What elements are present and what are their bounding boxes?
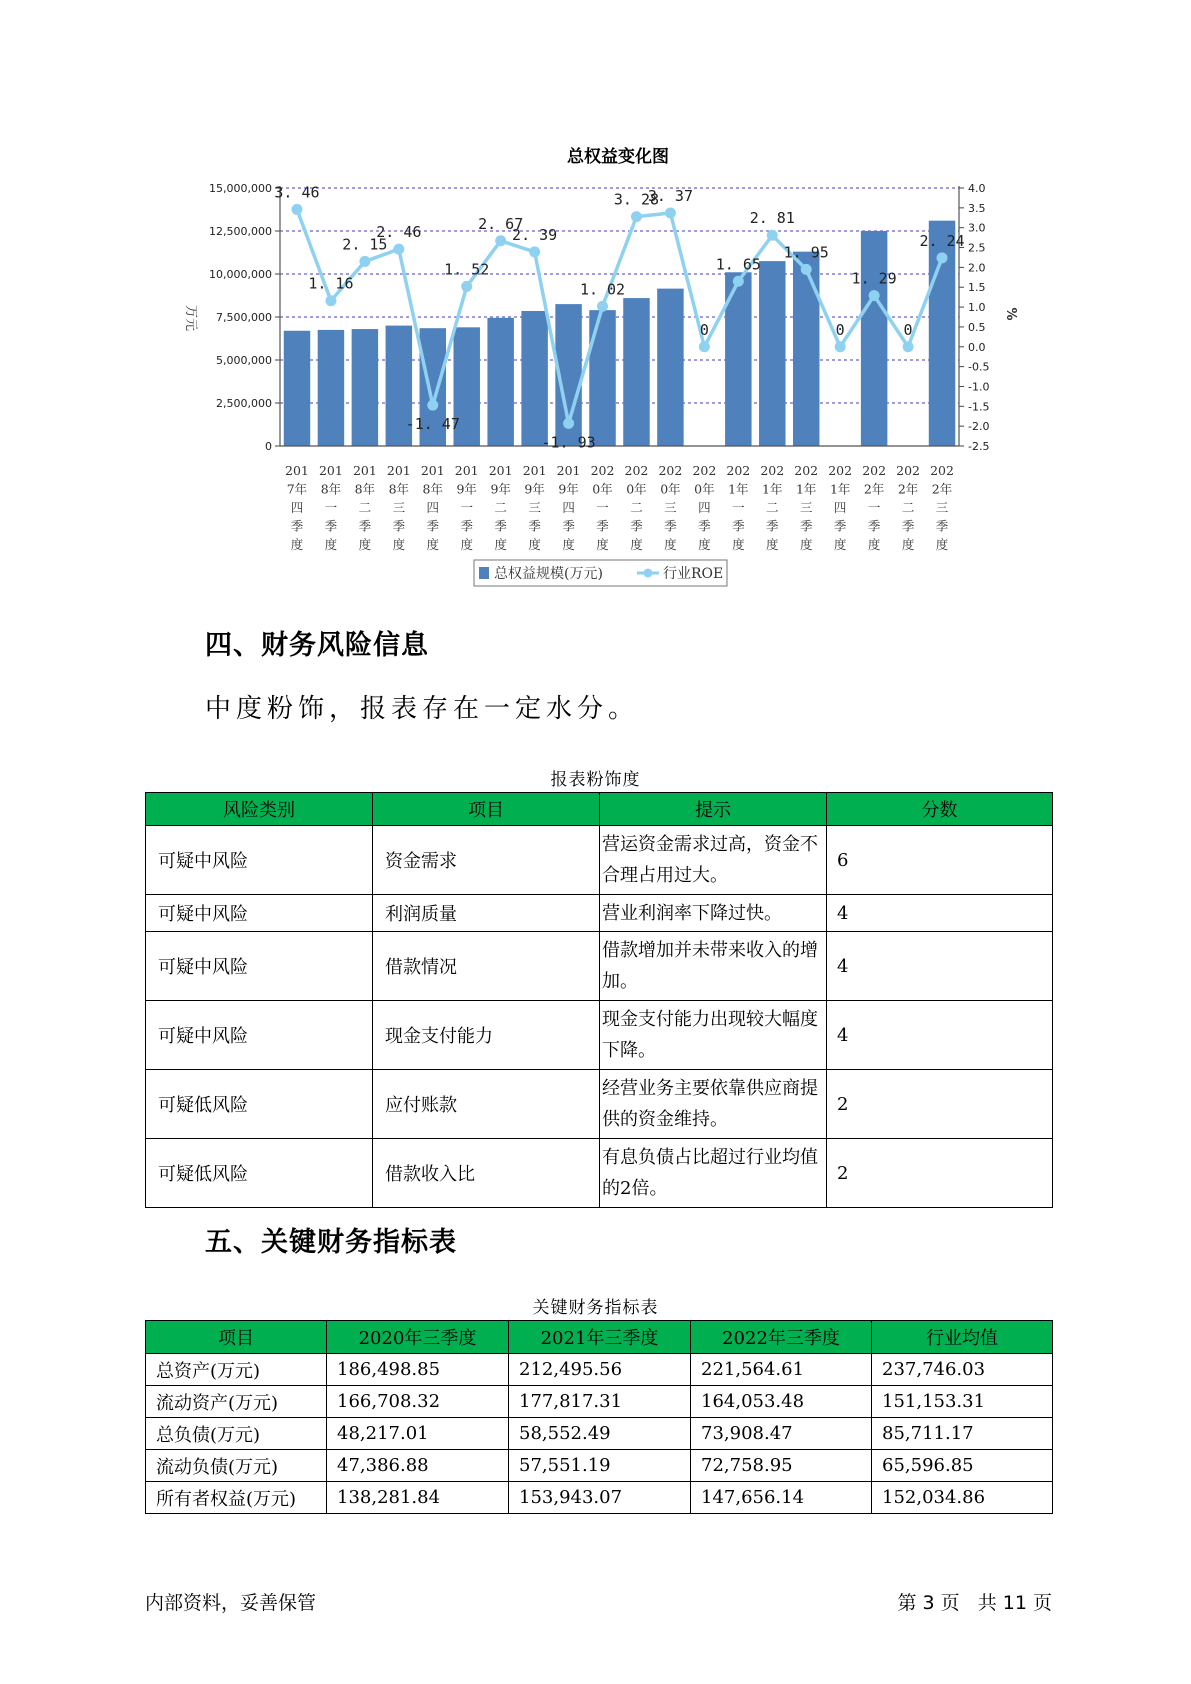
- x-tick-label: 二: [358, 500, 372, 515]
- x-tick-labels: [285, 463, 954, 552]
- legend-line-marker: [644, 569, 653, 578]
- x-tick-label: 季: [867, 518, 881, 534]
- table-header-cell: 2022年三季度: [691, 1321, 872, 1354]
- x-tick-label: 201: [420, 463, 445, 478]
- x-tick-label: 201: [318, 463, 343, 478]
- y-axis-label: 万元: [183, 304, 198, 332]
- page-number: 第 3 页 共 11 页: [897, 1592, 1052, 1614]
- y2-tick-label: 0.0: [968, 340, 986, 354]
- roe-point: [529, 246, 540, 257]
- y2-tick-label: 2.5: [968, 241, 986, 255]
- item-cell: 现金支付能力: [373, 1001, 600, 1070]
- data-label: 2. 81: [749, 209, 795, 228]
- data-label: 0: [903, 320, 913, 339]
- x-tick-label: 度: [596, 537, 609, 552]
- chart-title: 总权益变化图: [567, 147, 669, 167]
- table-row: [146, 1482, 1053, 1514]
- x-tick-label: 9年: [490, 481, 511, 497]
- x-tick-label: 季: [562, 518, 575, 534]
- table-row: [146, 1450, 1053, 1482]
- value-cell: 164,053.48: [691, 1386, 872, 1418]
- data-label: 1. 95: [783, 243, 829, 262]
- y2-tick-label: -1.0: [968, 380, 990, 394]
- y-tick-label: 7,500,000: [216, 311, 272, 324]
- table-row: [146, 895, 1053, 932]
- value-cell: 138,281.84: [327, 1482, 509, 1514]
- hint-cell: 现金支付能力出现较大幅度下降。: [600, 1001, 827, 1070]
- value-cell: 151,153.31: [872, 1386, 1053, 1418]
- value-cell: 166,708.32: [327, 1386, 509, 1418]
- y-tick-label: 15,000,000: [209, 182, 272, 195]
- x-tick-label: 度: [935, 537, 949, 552]
- roe-point: [903, 341, 914, 352]
- roe-point: [869, 290, 880, 301]
- x-tick-label: 202: [760, 463, 785, 478]
- data-label: 0: [835, 320, 845, 339]
- roe-point: [495, 235, 506, 246]
- x-tick-label: 季: [833, 518, 847, 534]
- metric-name-cell: 总负债(万元): [146, 1418, 327, 1450]
- value-cell: 58,552.49: [509, 1418, 691, 1450]
- value-cell: 57,551.19: [509, 1450, 691, 1482]
- x-tick-label: 8年: [422, 481, 444, 497]
- x-tick-label: 四: [698, 500, 711, 515]
- data-label: 2. 15: [342, 235, 388, 254]
- x-tick-label: 度: [562, 537, 575, 552]
- x-tick-label: 202: [590, 463, 615, 478]
- x-tick-label: 2年: [897, 481, 919, 497]
- risk-category-cell: 可疑中风险: [146, 1001, 373, 1070]
- data-label: 0: [699, 320, 709, 339]
- y2-tick-label: 0.5: [968, 320, 986, 334]
- y2-tick-label: 2.0: [968, 261, 986, 275]
- x-tick-label: 1年: [728, 481, 749, 497]
- y2-axis-label: %: [1003, 307, 1018, 321]
- y2-tick-label: -2.5: [968, 440, 990, 453]
- x-tick-label: 9年: [524, 481, 545, 497]
- data-label: 2. 46: [376, 223, 422, 242]
- x-tick-label: 度: [392, 537, 406, 552]
- x-tick-label: 一: [460, 500, 473, 515]
- data-label: 2. 24: [919, 231, 965, 250]
- item-cell: 借款收入比: [373, 1139, 600, 1208]
- x-tick-label: 三: [799, 500, 813, 515]
- table-header-cell: 分数: [827, 793, 1053, 826]
- item-cell: 借款情况: [373, 932, 600, 1001]
- x-tick-label: 7年: [286, 481, 308, 497]
- x-tick-label: 度: [901, 537, 915, 552]
- table-row: [146, 826, 1053, 895]
- section4-body: 中度粉饰，报表存在一定水分。: [205, 694, 640, 724]
- risk-category-cell: 可疑中风险: [146, 932, 373, 1001]
- x-tick-label: 一: [867, 500, 881, 515]
- risk-category-cell: 可疑低风险: [146, 1070, 373, 1139]
- value-cell: 221,564.61: [691, 1354, 872, 1386]
- legend-bar-swatch: [479, 567, 489, 579]
- x-tick-label: 度: [460, 537, 473, 552]
- x-tick-label: 二: [494, 500, 507, 515]
- x-tick-label: 季: [630, 518, 643, 534]
- bar: [759, 261, 785, 446]
- roe-point: [427, 400, 438, 411]
- x-tick-label: 季: [698, 518, 711, 534]
- value-cell: 72,758.95: [691, 1450, 872, 1482]
- x-tick-label: 8年: [320, 481, 342, 497]
- table-row: [146, 1139, 1053, 1208]
- roe-point: [563, 418, 574, 429]
- x-tick-label: 度: [799, 537, 813, 552]
- x-tick-label: 201: [285, 463, 309, 478]
- x-tick-label: 0年: [660, 481, 681, 497]
- table-row: [146, 1418, 1053, 1450]
- bar: [487, 318, 513, 446]
- table-row: [146, 932, 1053, 1001]
- x-tick-label: 季: [664, 518, 677, 534]
- data-label: 1. 02: [579, 280, 626, 299]
- metric-name-cell: 所有者权益(万元): [146, 1482, 327, 1514]
- roe-point: [835, 341, 846, 352]
- x-tick-label: 202: [692, 463, 717, 478]
- table-header-cell: 2021年三季度: [509, 1321, 691, 1354]
- data-label: 1. 29: [851, 269, 897, 288]
- x-tick-label: 四: [426, 500, 440, 515]
- x-tick-label: 四: [562, 500, 575, 515]
- table-header-cell: 项目: [373, 793, 600, 826]
- metric-name-cell: 总资产(万元): [146, 1354, 327, 1386]
- x-tick-label: 二: [901, 500, 915, 515]
- x-tick-label: 度: [528, 537, 541, 552]
- x-tick-label: 度: [664, 537, 677, 552]
- y2-tick-label: 1.0: [968, 301, 986, 315]
- x-tick-label: 度: [833, 537, 847, 552]
- bar: [318, 330, 344, 446]
- x-tick-label: 季: [766, 518, 779, 534]
- roe-point: [393, 244, 404, 255]
- score-cell: 4: [827, 932, 1053, 1001]
- section4-heading: 四、财务风险信息: [205, 630, 429, 661]
- score-cell: 6: [827, 826, 1053, 895]
- y-tick-label: 2,500,000: [216, 397, 272, 410]
- roe-point: [631, 211, 642, 222]
- value-cell: 186,498.85: [327, 1354, 509, 1386]
- roe-point: [597, 301, 608, 312]
- table-row: [146, 1001, 1053, 1070]
- value-cell: 48,217.01: [327, 1418, 509, 1450]
- legend-line-label: 行业ROE: [663, 566, 724, 582]
- bar: [793, 252, 819, 446]
- y2-tick-label: 1.5: [968, 281, 986, 295]
- value-cell: 237,746.03: [872, 1354, 1053, 1386]
- item-cell: 资金需求: [373, 826, 600, 895]
- y-tick-label: 0: [265, 440, 272, 453]
- value-cell: 73,908.47: [691, 1418, 872, 1450]
- x-tick-label: 季: [460, 518, 473, 534]
- x-tick-label: 1年: [795, 481, 817, 497]
- x-tick-label: 度: [358, 537, 372, 552]
- data-label: 1. 16: [308, 274, 354, 293]
- x-tick-label: 季: [732, 518, 745, 534]
- roe-point: [359, 256, 370, 267]
- x-tick-label: 1年: [762, 481, 783, 497]
- bar: [589, 310, 615, 446]
- x-tick-label: 度: [766, 537, 779, 552]
- kpi-table-caption: 关键财务指标表: [532, 1298, 659, 1318]
- y2-tick-label: 3.0: [968, 221, 986, 235]
- x-tick-label: 8年: [388, 481, 410, 497]
- data-label: 1. 65: [715, 255, 761, 274]
- y-tick-label: 12,500,000: [209, 225, 272, 238]
- x-tick-label: 季: [290, 518, 304, 534]
- roe-point: [699, 341, 710, 352]
- score-cell: 4: [827, 895, 1053, 932]
- data-label: 3. 46: [274, 183, 320, 202]
- bar: [352, 329, 378, 446]
- x-tick-label: 度: [732, 537, 745, 552]
- y2-tick-label: -1.5: [968, 400, 990, 414]
- roe-point: [733, 276, 744, 287]
- roe-point: [291, 204, 302, 215]
- x-tick-label: 201: [556, 463, 581, 478]
- bar: [623, 298, 649, 446]
- score-cell: 2: [827, 1070, 1053, 1139]
- data-label: 3. 28: [613, 190, 660, 209]
- roe-point: [801, 264, 812, 275]
- roe-point: [937, 252, 948, 263]
- x-tick-label: 9年: [558, 481, 579, 497]
- bar: [657, 289, 683, 446]
- x-tick-label: 三: [664, 500, 677, 515]
- x-tick-label: 8年: [354, 481, 376, 497]
- x-tick-label: 202: [828, 463, 853, 478]
- legend-bar-label: 总权益规模(万元): [494, 566, 603, 582]
- bar: [284, 331, 310, 446]
- x-tick-label: 2年: [931, 481, 953, 497]
- data-label: -1. 93: [541, 433, 596, 452]
- roe-point: [461, 281, 472, 292]
- x-tick-label: 三: [528, 500, 541, 515]
- table-header-row: [146, 793, 1053, 826]
- hint-cell: 借款增加并未带来收入的增加。: [600, 932, 827, 1001]
- value-cell: 177,817.31: [509, 1386, 691, 1418]
- x-tick-label: 季: [324, 518, 338, 534]
- x-tick-label: 度: [290, 537, 304, 552]
- table-row: [146, 1070, 1053, 1139]
- x-tick-label: 度: [867, 537, 881, 552]
- data-label: 2. 67: [478, 214, 524, 233]
- table-header-cell: 项目: [146, 1321, 327, 1354]
- x-tick-label: 季: [358, 518, 372, 534]
- hint-cell: 经营业务主要依靠供应商提供的资金维持。: [600, 1070, 827, 1139]
- bar: [521, 311, 547, 446]
- risk-category-cell: 可疑低风险: [146, 1139, 373, 1208]
- roe-point: [767, 230, 778, 241]
- x-tick-label: 二: [630, 500, 643, 515]
- x-tick-label: 季: [426, 518, 440, 534]
- x-tick-label: 四: [290, 500, 304, 515]
- x-tick-label: 0年: [626, 481, 647, 497]
- x-tick-label: 202: [658, 463, 683, 478]
- x-tick-label: 三: [392, 500, 406, 515]
- bar: [861, 231, 887, 446]
- x-tick-label: 2年: [863, 481, 885, 497]
- x-tick-label: 季: [799, 518, 813, 534]
- x-tick-label: 度: [698, 537, 711, 552]
- value-cell: 212,495.56: [509, 1354, 691, 1386]
- value-cell: 153,943.07: [509, 1482, 691, 1514]
- metric-name-cell: 流动资产(万元): [146, 1386, 327, 1418]
- value-cell: 47,386.88: [327, 1450, 509, 1482]
- table-row: [146, 1386, 1053, 1418]
- risk-table: [145, 792, 1053, 1208]
- table-header-cell: 风险类别: [146, 793, 373, 826]
- x-tick-label: 季: [596, 518, 609, 534]
- x-tick-label: 201: [386, 463, 411, 478]
- risk-category-cell: 可疑中风险: [146, 895, 373, 932]
- x-tick-label: 202: [624, 463, 649, 478]
- risk-category-cell: 可疑中风险: [146, 826, 373, 895]
- hint-cell: 营业利润率下降过快。: [600, 895, 827, 932]
- x-tick-label: 一: [324, 500, 338, 515]
- x-tick-label: 202: [726, 463, 751, 478]
- equity-chart: [0, 0, 1191, 600]
- x-tick-label: 三: [935, 500, 949, 515]
- data-label: 2. 39: [512, 225, 558, 244]
- x-tick-label: 度: [426, 537, 440, 552]
- value-cell: 65,596.85: [872, 1450, 1053, 1482]
- roe-point: [665, 208, 676, 219]
- kpi-table: [145, 1320, 1053, 1514]
- x-tick-label: 季: [935, 518, 949, 534]
- hint-cell: 有息负债占比超过行业均值的2倍。: [600, 1139, 827, 1208]
- x-tick-label: 201: [352, 463, 377, 478]
- x-tick-label: 一: [596, 500, 609, 515]
- x-tick-label: 202: [930, 463, 954, 478]
- value-cell: 147,656.14: [691, 1482, 872, 1514]
- roe-point: [325, 295, 336, 306]
- x-tick-label: 0年: [592, 481, 613, 497]
- y2-tick-label: 4.0: [968, 182, 986, 195]
- x-tick-label: 0年: [694, 481, 715, 497]
- score-cell: 4: [827, 1001, 1053, 1070]
- data-label: 1. 52: [444, 260, 490, 279]
- x-tick-label: 201: [522, 463, 547, 478]
- footer-note: 内部资料，妥善保管: [145, 1592, 317, 1614]
- x-tick-label: 202: [896, 463, 921, 478]
- item-cell: 利润质量: [373, 895, 600, 932]
- hint-cell: 营运资金需求过高，资金不合理占用过大。: [600, 826, 827, 895]
- x-tick-label: 202: [794, 463, 819, 478]
- value-cell: 152,034.86: [872, 1482, 1053, 1514]
- x-tick-label: 1年: [829, 481, 851, 497]
- x-tick-label: 9年: [456, 481, 477, 497]
- y2-tick-label: 3.5: [968, 201, 986, 215]
- y2-tick-label: -2.0: [968, 420, 990, 434]
- x-tick-label: 201: [488, 463, 513, 478]
- x-tick-label: 202: [862, 463, 887, 478]
- x-tick-label: 度: [324, 537, 338, 552]
- table-row: [146, 1354, 1053, 1386]
- x-tick-label: 度: [630, 537, 643, 552]
- y-tick-label: 5,000,000: [216, 354, 272, 367]
- table-header-cell: 提示: [600, 793, 827, 826]
- x-tick-label: 季: [392, 518, 406, 534]
- y2-tick-label: -0.5: [968, 360, 990, 374]
- x-tick-label: 季: [528, 518, 541, 534]
- table-header-cell: 2020年三季度: [327, 1321, 509, 1354]
- section5-heading: 五、关键财务指标表: [205, 1227, 457, 1258]
- table-header-row: [146, 1321, 1053, 1354]
- y-tick-label: 10,000,000: [209, 268, 272, 281]
- x-tick-label: 二: [766, 500, 779, 515]
- data-label: -1. 47: [405, 415, 460, 434]
- x-tick-label: 季: [901, 518, 915, 534]
- x-tick-label: 度: [494, 537, 507, 552]
- value-cell: 85,711.17: [872, 1418, 1053, 1450]
- chart-legend: [474, 560, 727, 586]
- table-header-cell: 行业均值: [872, 1321, 1053, 1354]
- risk-table-caption: 报表粉饰度: [550, 770, 641, 790]
- score-cell: 2: [827, 1139, 1053, 1208]
- x-tick-label: 四: [833, 500, 847, 515]
- item-cell: 应付账款: [373, 1070, 600, 1139]
- x-tick-label: 季: [494, 518, 507, 534]
- x-tick-label: 201: [454, 463, 479, 478]
- data-label: 3. 37: [647, 187, 694, 206]
- metric-name-cell: 流动负债(万元): [146, 1450, 327, 1482]
- x-tick-label: 一: [732, 500, 745, 515]
